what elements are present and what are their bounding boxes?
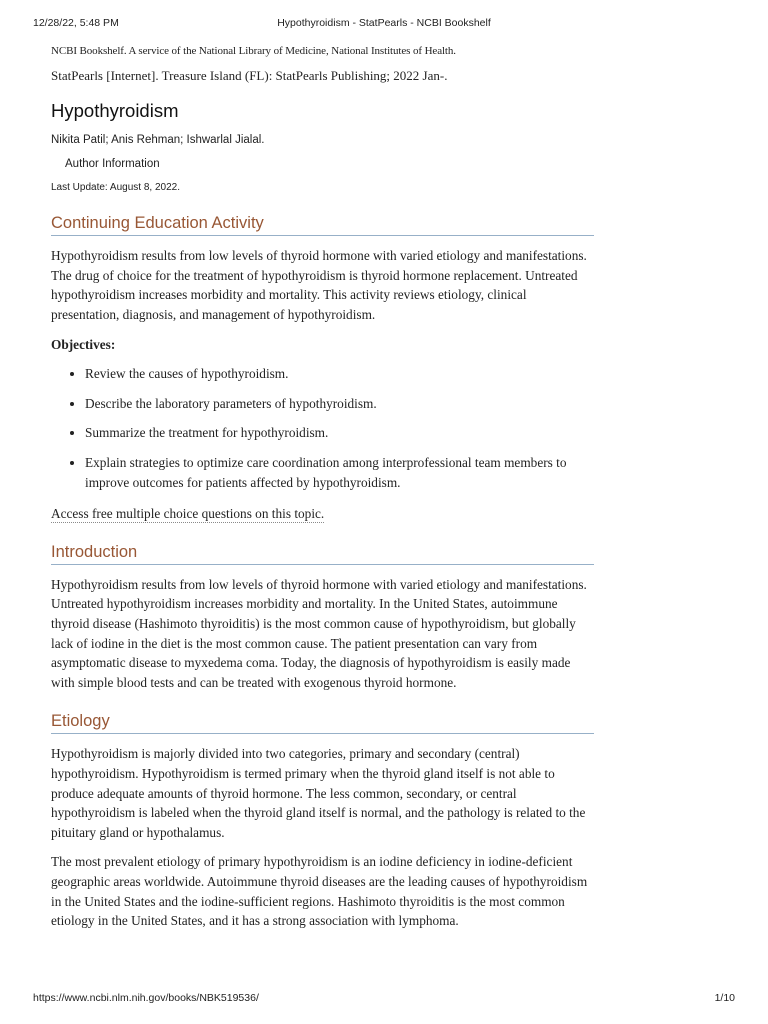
citation: StatPearls [Internet]. Treasure Island (FL): StatPearls Publishing; 2022 Jan-. [51, 68, 448, 83]
objectives-label: Objectives: [51, 337, 116, 353]
introduction-paragraph: Hypothyroidism results from low levels of thyroid hormone with varied etiology and manifestations. Untreated hypothyroidism increases morbidity and mortality. In the United States, autoimmune thyroid disease (Hashimoto thyroiditis) is the most common cause of hypothyroidism, but globally lack of iodine in the diet is the most common cause. The patient presentation can vary from asymptomatic disease to myxedema coma. Today, the diagnosis of hypothyroidism is easily made with simple blood tests and can be treated with exogenous thyroid hormone. [51, 576, 587, 690]
etiology-paragraph-2: The most prevalent etiology of primary hypothyroidism is an iodine deficiency in iodine-deficient geographic areas worldwide. Autoimmune thyroid diseases are the leading causes of hypothyroidism in the United States and the iodine-sufficient regions. Hashimoto thyroiditis is the most common etiology in the United States, and it has a strong association with lymphoma. [51, 854, 588, 929]
ncbi-bookshelf-link[interactable]: NCBI Bookshelf. A service of the National Library of Medicine, National Institutes of Health. [51, 45, 456, 57]
list-item: • Describe the laboratory parameters of hypothyroidism. [85, 394, 594, 415]
publisher-line [51, 44, 594, 58]
mcq-access-link[interactable]: Access free multiple choice questions on this topic. [51, 505, 325, 521]
print-footer [33, 992, 735, 1006]
list-item: • Review the causes of hypothyroidism. [85, 364, 594, 385]
print-datetime: 12/28/22, 5:48 PM [33, 17, 119, 29]
section-heading-introduction: Introduction [51, 542, 594, 565]
print-url: https://www.ncbi.nlm.nih.gov/books/NBK519536/ [33, 992, 259, 1004]
section-heading-etiology: Etiology [51, 711, 594, 734]
etiology-paragraph-1: Hypothyroidism is majorly divided into two categories, primary and secondary (central) hypothyroidism. Hypothyroidism is termed primary when the thyroid gland itself is not able to produce adequate amounts of thyroid hormone. The less common, secondary, or central hypothyroidism is labeled when the thyroid gland itself is normal, and the pathology is related to the pituitary gland or hypothalamus. [51, 746, 586, 840]
print-page-number: 1/10 [714, 992, 735, 1004]
list-item: • Explain strategies to optimize care coordination among interprofessional team members to improve outcomes for patients affected by hypothyroidism. [85, 453, 594, 494]
continuing-education-paragraph: Hypothyroidism results from low levels of thyroid hormone with varied etiology and manifestations. The drug of choice for the treatment of hypothyroidism is thyroid hormone replacement. Untreated hypothyroidism increases morbidity and mortality. This activity reviews etiology, clinical presentation, diagnosis, and management of hypothyroidism. [51, 248, 587, 322]
page-title: Hypothyroidism [51, 100, 179, 121]
last-update: Last Update: August 8, 2022. [51, 182, 180, 193]
objectives-list [51, 364, 594, 494]
section-heading-continuing-education: Continuing Education Activity [51, 213, 594, 236]
list-item: • Summarize the treatment for hypothyroidism. [85, 423, 594, 444]
article-content [51, 44, 594, 931]
authors: Nikita Patil; Anis Rehman; Ishwarlal Jialal. [51, 134, 265, 146]
print-header [33, 17, 735, 31]
author-information-toggle[interactable]: Author Information [65, 158, 160, 170]
print-page-title: Hypothyroidism - StatPearls - NCBI Bookshelf [277, 17, 491, 29]
